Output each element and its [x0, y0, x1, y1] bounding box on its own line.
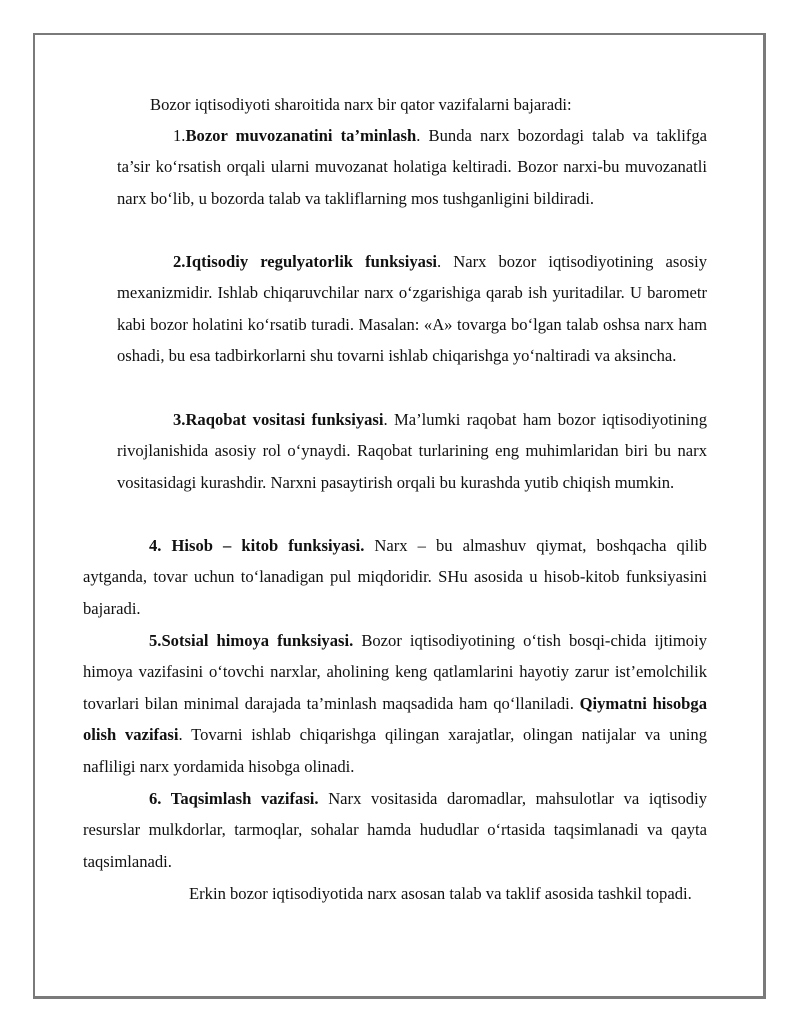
item-3-number: 3.	[173, 410, 186, 429]
item-6-title: 6. Taqsimlash vazifasi.	[149, 789, 319, 808]
item-6-paragraph	[83, 783, 707, 877]
item-5-body: Bozor iqtisodiyotining o‘tish bosqi-chida ijtimoiy himoya vazifasini o‘tovchi narxlar, aholining keng qatlamlarini hayotiy zarur ist’emolchilik tovarlari bilan minimal darajada ta’minlash maqsadida ham qo‘llaniladi.	[83, 631, 707, 713]
item-5-paragraph	[83, 625, 707, 782]
item-1-sep: .	[416, 126, 421, 145]
item-3-body: Ma’lumki raqobat ham bozor iqtisodiyotining rivojlanishida asosiy rol o‘ynaydi. Raqobat turlarining eng muhimlaridan biri bu narx vositasidagi kurashdir. Narxni pasaytirish orqali bu kurashda yutib chiqish mumkin.	[117, 410, 707, 492]
item-6-body: Narx vositasida daromadlar, mahsulotlar va iqtisodiy resurslar mulkdorlar, tarmoqlar, sohalar hamda hududlar o‘rtasida taqsimlanadi va qayta taqsimlanadi.	[83, 789, 707, 871]
item-4-title: 4. Hisob – kitob funksiyasi.	[149, 536, 365, 555]
item-2-title: Iqtisodiy regulyatorlik funksiyasi	[185, 252, 438, 271]
item-1-paragraph	[117, 120, 707, 214]
intro-text: Bozor iqtisodiyoti sharoitida narx bir qator vazifalarni bajaradi:	[150, 95, 572, 114]
item-1-number: 1.	[173, 126, 186, 145]
item-4-body: Narx – bu almashuv qiymat, boshqacha qilib aytganda, tovar uchun to‘lanadigan pul miqdoridir. SHu asosida u hisob-kitob funksiyasini bajaradi.	[83, 536, 707, 618]
item-5-body-2: . Tovarni ishlab chiqarishga qilingan xarajatlar, olingan natijalar va uning nafliligi narx yordamida hisobga olinadi.	[83, 725, 707, 776]
item-2-paragraph	[117, 246, 707, 372]
item-5-subtitle: Qiymatni hisobga olish vazifasi	[83, 693, 707, 745]
item-4-paragraph	[83, 530, 707, 624]
conclusion-paragraph	[83, 878, 707, 909]
intro-paragraph	[150, 89, 710, 120]
item-2-sep: .	[437, 252, 442, 271]
item-2-body: Narx bozor iqtisodiyotining asosiy mexanizmidir. Ishlab chiqaruvchilar narx o‘zgarishiga qarab ish yuritadilar. U barometr kabi bozor holatini ko‘rsatib turadi. Masalan: «A» tovarga bo‘lgan talab oshsa narx ham oshadi, bu esa tadbirkorlarni shu tovarni ishlab chiqarishga yo‘naltiradi va aksincha.	[117, 252, 708, 366]
item-1-title: Bozor muvozanatini ta’minlash	[185, 126, 417, 145]
item-5-title: 5.Sotsial himoya funksiyasi.	[149, 631, 354, 650]
item-3-paragraph	[117, 404, 707, 498]
item-2-number: 2.	[173, 252, 186, 271]
item-3-title: Raqobat vositasi funksiyasi	[185, 410, 384, 429]
item-1-body: Bunda narx bozordagi talab va taklifga ta’sir ko‘rsatish orqali ularni muvozanat holatiga keltiradi. Bozor narxi-bu muvozanatli narx bo‘lib, u bozorda talab va takliflarning mos tushganligini bildiradi.	[117, 126, 707, 208]
conclusion-text: Erkin bozor iqtisodiyotida narx asosan talab va taklif asosida tashkil topadi.	[189, 884, 692, 903]
item-3-sep: .	[383, 410, 388, 429]
